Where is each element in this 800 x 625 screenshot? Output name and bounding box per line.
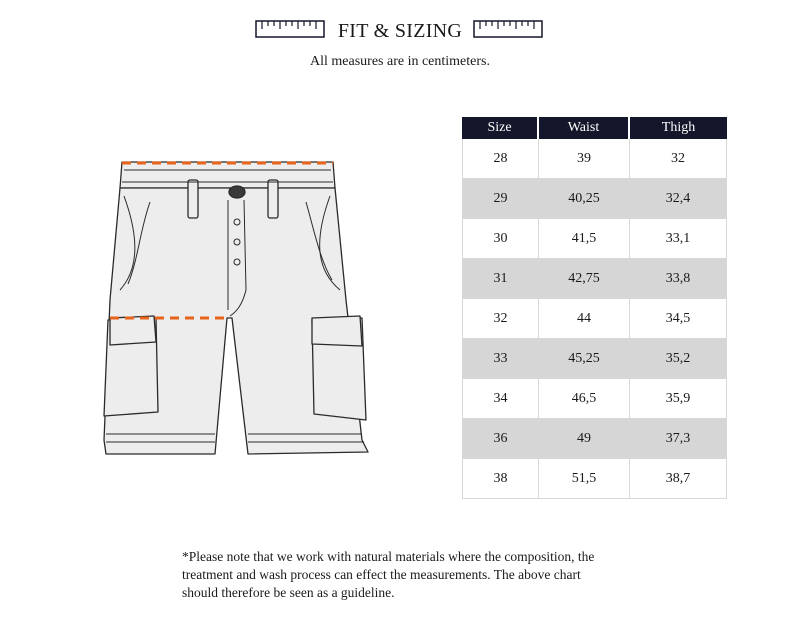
- thigh-cell: 34,5: [630, 299, 727, 339]
- waist-cell: 42,75: [539, 259, 630, 299]
- note-line: *Please note that we work with natural materials where the composition, the: [182, 549, 595, 564]
- waist-cell: 51,5: [539, 459, 630, 499]
- size-cell: 34: [462, 379, 539, 419]
- table-row: [462, 259, 727, 299]
- thigh-cell: 35,9: [630, 379, 727, 419]
- table-row: [462, 139, 727, 179]
- page-title: FIT & SIZING: [337, 20, 463, 42]
- waist-cell: 41,5: [539, 219, 630, 259]
- note-line: treatment and wash process can effect the measurements. The above chart: [182, 567, 581, 582]
- table-row: [462, 179, 727, 219]
- waist-cell: 44: [539, 299, 630, 339]
- column-header-thigh: Thigh: [630, 117, 727, 139]
- table-row: [462, 419, 727, 459]
- thigh-cell: 32: [630, 139, 727, 179]
- column-header-waist: Waist: [539, 117, 630, 139]
- thigh-cell: 38,7: [630, 459, 727, 499]
- disclaimer-note: [182, 548, 622, 602]
- table-header-row: [462, 117, 727, 139]
- table-row: [462, 339, 727, 379]
- waist-cell: 46,5: [539, 379, 630, 419]
- shorts-illustration: [100, 150, 380, 475]
- header: [0, 14, 800, 54]
- size-cell: 36: [462, 419, 539, 459]
- size-cell: 29: [462, 179, 539, 219]
- table-row: [462, 299, 727, 339]
- table-row: [462, 459, 727, 499]
- size-cell: 30: [462, 219, 539, 259]
- thigh-cell: 33,8: [630, 259, 727, 299]
- size-cell: 31: [462, 259, 539, 299]
- ruler-icon: [473, 20, 543, 38]
- size-cell: 33: [462, 339, 539, 379]
- table-row: [462, 219, 727, 259]
- size-cell: 38: [462, 459, 539, 499]
- thigh-cell: 35,2: [630, 339, 727, 379]
- table-row: [462, 379, 727, 419]
- column-header-size: Size: [462, 117, 539, 139]
- subtitle: All measures are in centimeters.: [310, 54, 490, 69]
- thigh-cell: 33,1: [630, 219, 727, 259]
- waist-cell: 39: [539, 139, 630, 179]
- waist-cell: 49: [539, 419, 630, 459]
- thigh-cell: 37,3: [630, 419, 727, 459]
- note-line: should therefore be seen as a guideline.: [182, 585, 395, 600]
- ruler-icon: [255, 20, 325, 38]
- waist-cell: 40,25: [539, 179, 630, 219]
- thigh-cell: 32,4: [630, 179, 727, 219]
- size-cell: 32: [462, 299, 539, 339]
- size-cell: 28: [462, 139, 539, 179]
- waist-cell: 45,25: [539, 339, 630, 379]
- size-table: [462, 117, 727, 499]
